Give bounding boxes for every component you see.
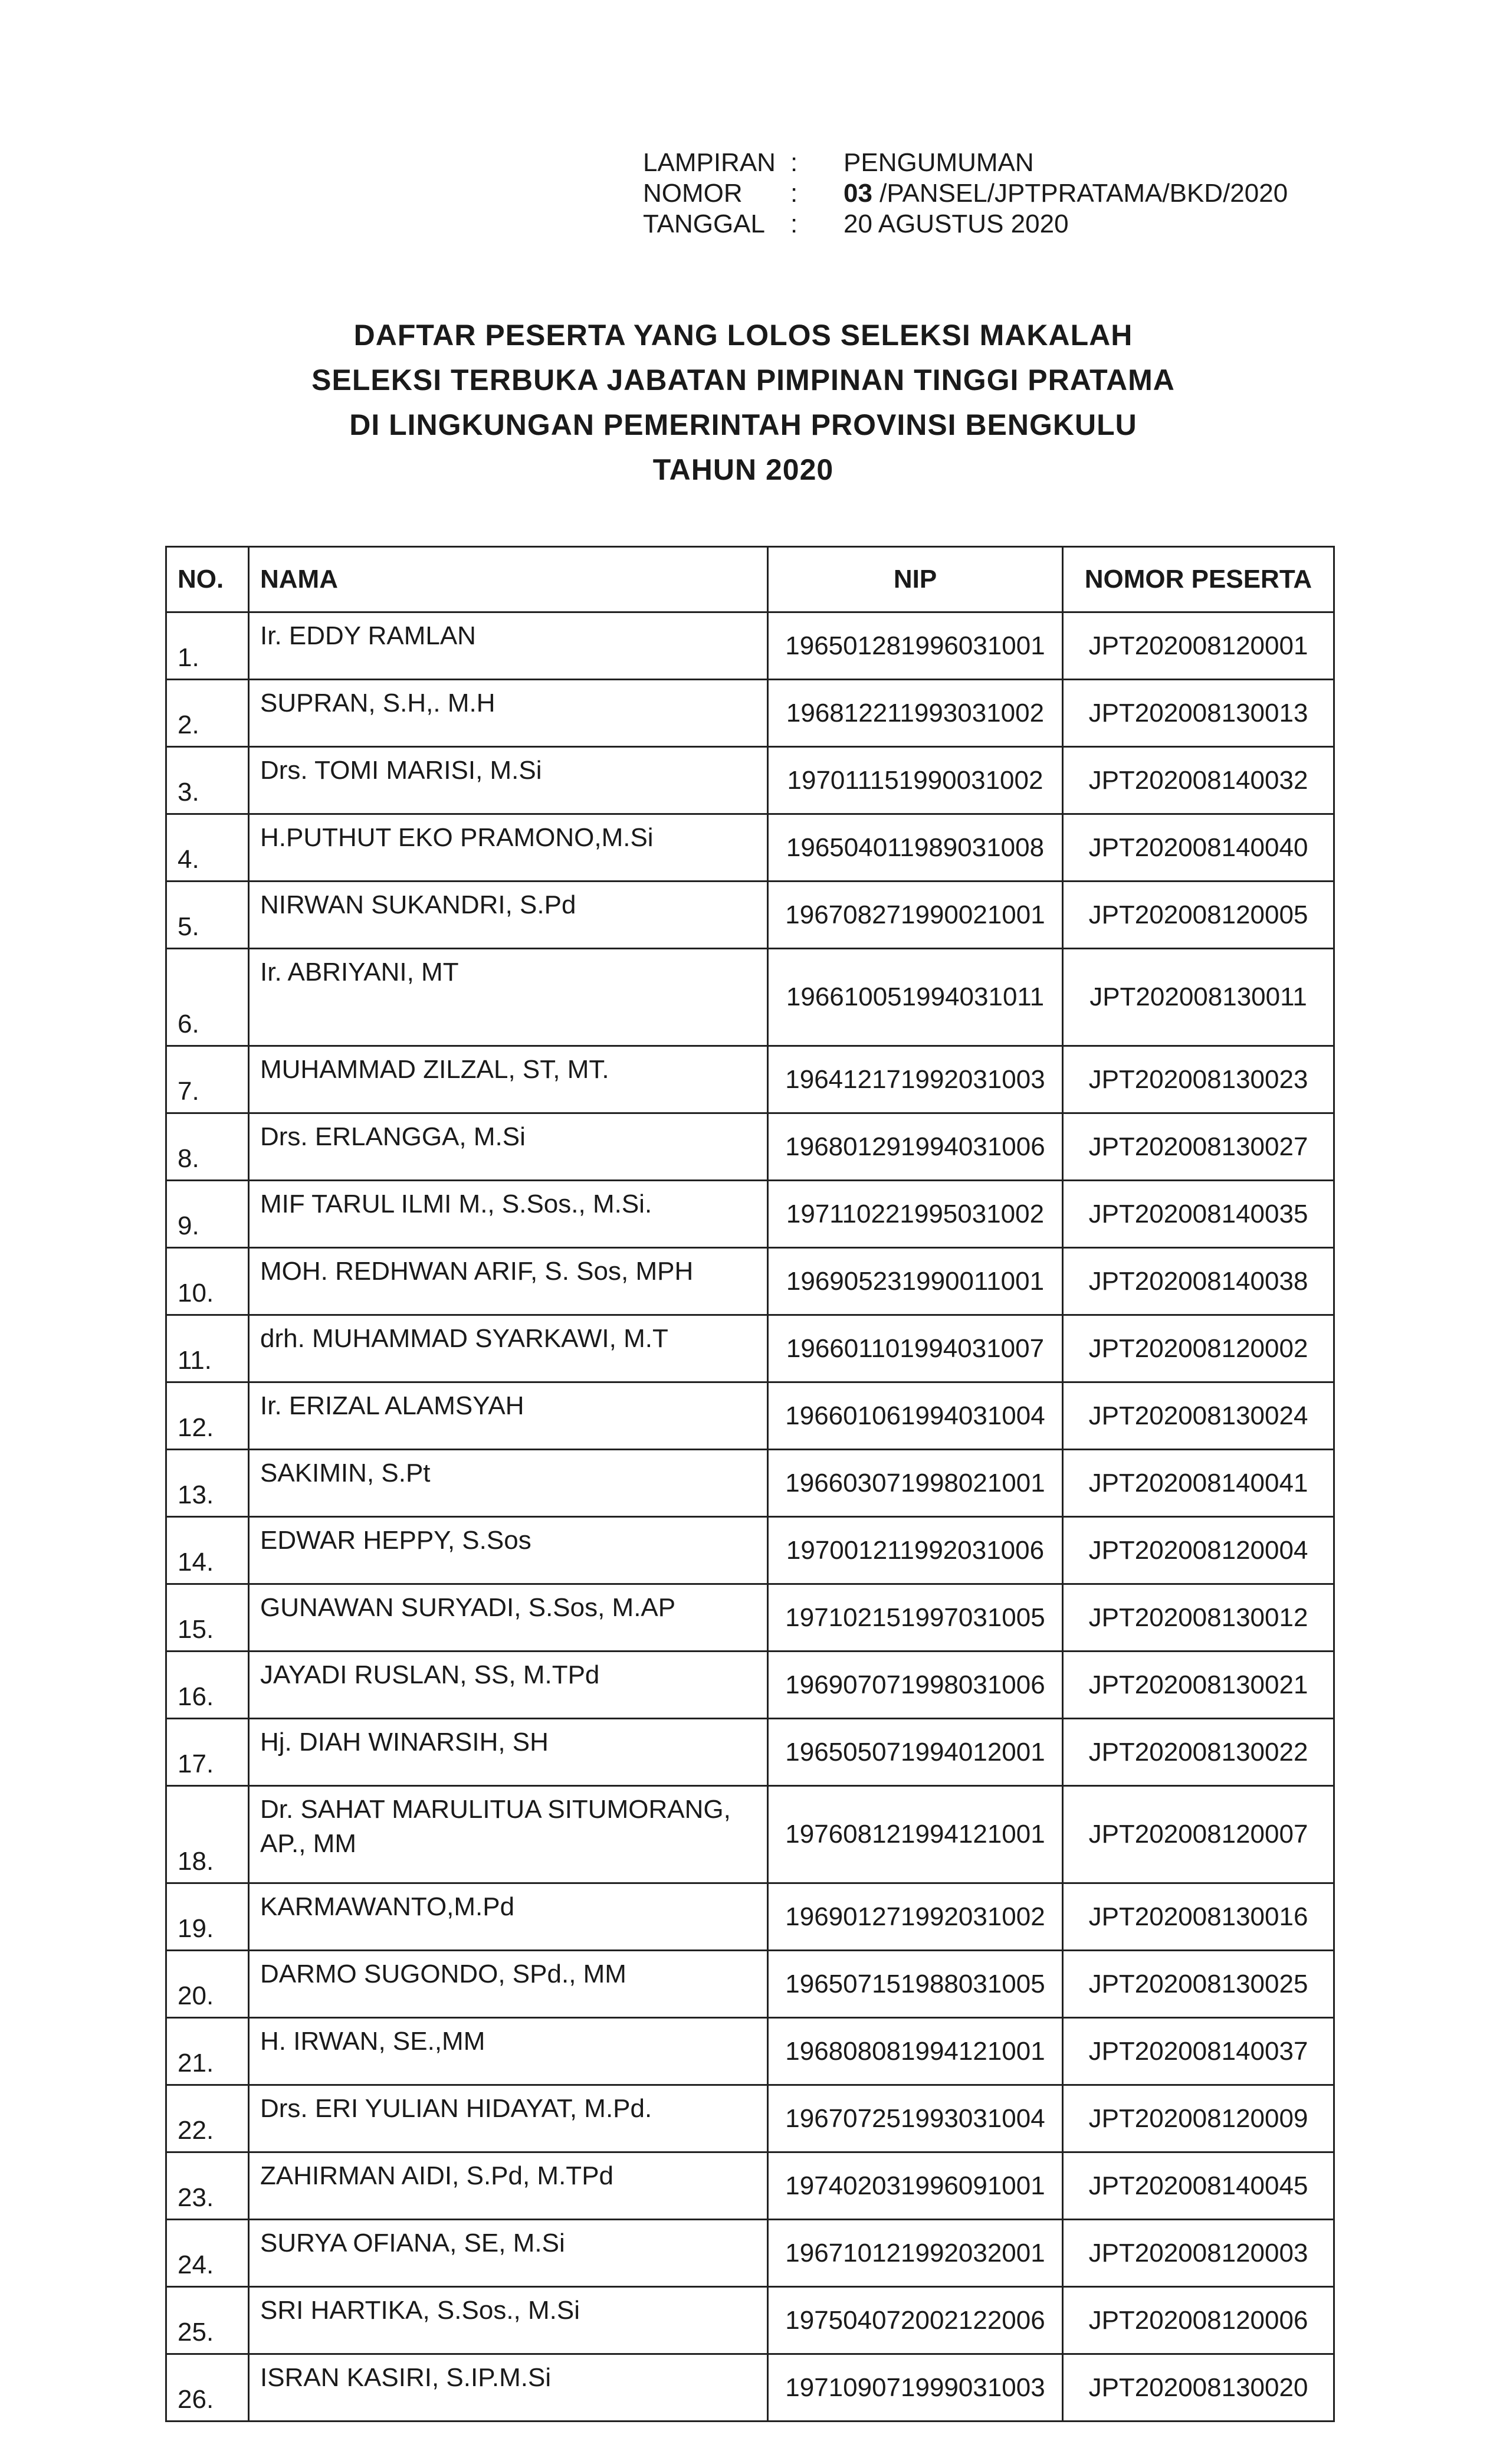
row-nama: SURYA OFIANA, SE, M.Si xyxy=(249,2220,768,2287)
table-row xyxy=(166,2152,1334,2220)
table-row xyxy=(166,2287,1334,2354)
participant-table xyxy=(165,546,1335,2422)
nomor-colon: : xyxy=(790,179,798,208)
tanggal-value: 20 AGUSTUS 2020 xyxy=(844,209,1069,238)
row-nomor-peserta: JPT202008140035 xyxy=(1063,1181,1334,1248)
row-nip: 197109071999031003 xyxy=(768,2354,1063,2422)
row-no: 20. xyxy=(166,1951,249,2018)
row-nama: MUHAMMAD ZILZAL, ST, MT. xyxy=(249,1046,768,1113)
row-nip: 197001211992031006 xyxy=(768,1517,1063,1584)
row-nomor-peserta: JPT202008120007 xyxy=(1063,1786,1334,1883)
row-nama: EDWAR HEPPY, S.Sos xyxy=(249,1517,768,1584)
table-row xyxy=(166,1113,1334,1181)
row-nama: GUNAWAN SURYADI, S.Sos, M.AP xyxy=(249,1584,768,1652)
row-nip: 197402031996091001 xyxy=(768,2152,1063,2220)
row-nomor-peserta: JPT202008140040 xyxy=(1063,814,1334,882)
row-nomor-peserta: JPT202008120004 xyxy=(1063,1517,1334,1584)
row-no: 14. xyxy=(166,1517,249,1584)
row-nama: Ir. ERIZAL ALAMSYAH xyxy=(249,1382,768,1450)
row-nip: 196603071998021001 xyxy=(768,1450,1063,1517)
table-row xyxy=(166,1181,1334,1248)
table-row xyxy=(166,1652,1334,1719)
title-line-1: DAFTAR PESERTA YANG LOLOS SELEKSI MAKALAH xyxy=(353,319,1133,352)
table-row xyxy=(166,612,1334,680)
header-nama: NAMA xyxy=(249,547,768,612)
row-nama: KARMAWANTO,M.Pd xyxy=(249,1883,768,1951)
row-nomor-peserta: JPT202008130013 xyxy=(1063,680,1334,747)
row-no: 24. xyxy=(166,2220,249,2287)
row-nip: 197608121994121001 xyxy=(768,1786,1063,1883)
nomor-value-code: /PANSEL/JPTPRATAMA/BKD/2020 xyxy=(872,179,1288,208)
row-nama: H.PUTHUT EKO PRAMONO,M.Si xyxy=(249,814,768,882)
row-no: 2. xyxy=(166,680,249,747)
table-row xyxy=(166,1883,1334,1951)
lampiran-row xyxy=(643,148,1288,178)
row-nip: 197102151997031005 xyxy=(768,1584,1063,1652)
row-nomor-peserta: JPT202008130027 xyxy=(1063,1113,1334,1181)
table-row xyxy=(166,1248,1334,1315)
row-nomor-peserta: JPT202008140032 xyxy=(1063,747,1334,814)
row-nomor-peserta: JPT202008130020 xyxy=(1063,2354,1334,2422)
row-nip: 196708271990021001 xyxy=(768,882,1063,949)
table-row xyxy=(166,2085,1334,2152)
row-no: 10. xyxy=(166,1248,249,1315)
row-nomor-peserta: JPT202008120009 xyxy=(1063,2085,1334,2152)
row-no: 6. xyxy=(166,949,249,1046)
row-nip: 196507151988031005 xyxy=(768,1951,1063,2018)
row-nomor-peserta: JPT202008130016 xyxy=(1063,1883,1334,1951)
row-nomor-peserta: JPT202008130025 xyxy=(1063,1951,1334,2018)
table-row xyxy=(166,1786,1334,1883)
nomor-value xyxy=(844,178,1288,209)
row-nip: 196707251993031004 xyxy=(768,2085,1063,2152)
row-nama: H. IRWAN, SE.,MM xyxy=(249,2018,768,2085)
row-nip: 196505071994012001 xyxy=(768,1719,1063,1786)
title-line-2: SELEKSI TERBUKA JABATAN PIMPINAN TINGGI PRATAMA xyxy=(311,363,1175,397)
table-row xyxy=(166,1450,1334,1517)
table-row xyxy=(166,2220,1334,2287)
row-no: 25. xyxy=(166,2287,249,2354)
row-nip: 196501281996031001 xyxy=(768,612,1063,680)
attachment-header xyxy=(643,148,1288,240)
row-no: 15. xyxy=(166,1584,249,1652)
table-row xyxy=(166,882,1334,949)
row-no: 23. xyxy=(166,2152,249,2220)
row-no: 21. xyxy=(166,2018,249,2085)
title-line-4: TAHUN 2020 xyxy=(652,453,834,486)
header-no: NO. xyxy=(166,547,249,612)
row-nama: drh. MUHAMMAD SYARKAWI, M.T xyxy=(249,1315,768,1382)
row-no: 12. xyxy=(166,1382,249,1450)
table-row xyxy=(166,2018,1334,2085)
row-nomor-peserta: JPT202008120002 xyxy=(1063,1315,1334,1382)
row-no: 17. xyxy=(166,1719,249,1786)
table-row xyxy=(166,814,1334,882)
row-nama: Drs. ERLANGGA, M.Si xyxy=(249,1113,768,1181)
table-row xyxy=(166,1315,1334,1382)
tanggal-colon: : xyxy=(790,209,798,238)
row-nomor-peserta: JPT202008130021 xyxy=(1063,1652,1334,1719)
row-nomor-peserta: JPT202008130012 xyxy=(1063,1584,1334,1652)
row-nip: 197011151990031002 xyxy=(768,747,1063,814)
row-nama: SAKIMIN, S.Pt xyxy=(249,1450,768,1517)
row-nama: JAYADI RUSLAN, SS, M.TPd xyxy=(249,1652,768,1719)
document-title xyxy=(177,313,1310,492)
row-nama: Drs. ERI YULIAN HIDAYAT, M.Pd. xyxy=(249,2085,768,2152)
tanggal-row xyxy=(643,209,1288,240)
row-no: 22. xyxy=(166,2085,249,2152)
header-nomor-peserta: NOMOR PESERTA xyxy=(1063,547,1334,612)
row-nip: 196812211993031002 xyxy=(768,680,1063,747)
row-nip: 196412171992031003 xyxy=(768,1046,1063,1113)
row-nama: Hj. DIAH WINARSIH, SH xyxy=(249,1719,768,1786)
row-nomor-peserta: JPT202008120003 xyxy=(1063,2220,1334,2287)
row-nama: ZAHIRMAN AIDI, S.Pd, M.TPd xyxy=(249,2152,768,2220)
row-nama: SRI HARTIKA, S.Sos., M.Si xyxy=(249,2287,768,2354)
row-nomor-peserta: JPT202008140038 xyxy=(1063,1248,1334,1315)
row-nip: 196801291994031006 xyxy=(768,1113,1063,1181)
row-no: 8. xyxy=(166,1113,249,1181)
row-nomor-peserta: JPT202008140045 xyxy=(1063,2152,1334,2220)
lampiran-value: PENGUMUMAN xyxy=(844,148,1034,177)
table-row xyxy=(166,680,1334,747)
table-body xyxy=(166,612,1334,2422)
header-nip: NIP xyxy=(768,547,1063,612)
row-nomor-peserta: JPT202008120005 xyxy=(1063,882,1334,949)
table-row xyxy=(166,949,1334,1046)
table-row xyxy=(166,1382,1334,1450)
row-nip: 196601061994031004 xyxy=(768,1382,1063,1450)
row-nip: 196710121992032001 xyxy=(768,2220,1063,2287)
row-nama: SUPRAN, S.H,. M.H xyxy=(249,680,768,747)
table-row xyxy=(166,1584,1334,1652)
row-nip: 196601101994031007 xyxy=(768,1315,1063,1382)
row-no: 11. xyxy=(166,1315,249,1382)
row-nomor-peserta: JPT202008140037 xyxy=(1063,2018,1334,2085)
row-no: 18. xyxy=(166,1786,249,1883)
table-row xyxy=(166,1719,1334,1786)
row-no: 4. xyxy=(166,814,249,882)
tanggal-label: TANGGAL xyxy=(643,209,766,238)
row-nomor-peserta: JPT202008120006 xyxy=(1063,2287,1334,2354)
nomor-value-number: 03 xyxy=(844,179,872,208)
row-nip: 197504072002122006 xyxy=(768,2287,1063,2354)
table-row xyxy=(166,1046,1334,1113)
row-nama: Ir. EDDY RAMLAN xyxy=(249,612,768,680)
row-nama: DARMO SUGONDO, SPd., MM xyxy=(249,1951,768,2018)
row-no: 5. xyxy=(166,882,249,949)
row-nama: Dr. SAHAT MARULITUA SITUMORANG, AP., MM xyxy=(249,1786,768,1883)
participant-table-wrapper xyxy=(165,546,1333,2422)
row-nip: 196907071998031006 xyxy=(768,1652,1063,1719)
row-no: 16. xyxy=(166,1652,249,1719)
row-nama: NIRWAN SUKANDRI, S.Pd xyxy=(249,882,768,949)
table-row xyxy=(166,1951,1334,2018)
row-nama: Ir. ABRIYANI, MT xyxy=(249,949,768,1046)
row-no: 19. xyxy=(166,1883,249,1951)
lampiran-colon: : xyxy=(790,148,798,177)
row-no: 9. xyxy=(166,1181,249,1248)
lampiran-label: LAMPIRAN xyxy=(643,148,776,177)
table-row xyxy=(166,1517,1334,1584)
row-no: 1. xyxy=(166,612,249,680)
nomor-label: NOMOR xyxy=(643,179,743,208)
row-nomor-peserta: JPT202008130022 xyxy=(1063,1719,1334,1786)
nomor-row xyxy=(643,178,1288,209)
row-nip: 196905231990011001 xyxy=(768,1248,1063,1315)
row-no: 7. xyxy=(166,1046,249,1113)
row-nip: 196610051994031011 xyxy=(768,949,1063,1046)
row-nomor-peserta: JPT202008120001 xyxy=(1063,612,1334,680)
row-nama: Drs. TOMI MARISI, M.Si xyxy=(249,747,768,814)
title-line-3: DI LINGKUNGAN PEMERINTAH PROVINSI BENGKULU xyxy=(349,408,1137,441)
table-row xyxy=(166,747,1334,814)
row-no: 3. xyxy=(166,747,249,814)
row-nip: 196901271992031002 xyxy=(768,1883,1063,1951)
row-nomor-peserta: JPT202008130023 xyxy=(1063,1046,1334,1113)
row-nip: 196808081994121001 xyxy=(768,2018,1063,2085)
row-nomor-peserta: JPT202008140041 xyxy=(1063,1450,1334,1517)
table-header-row xyxy=(166,547,1334,612)
row-nip: 197110221995031002 xyxy=(768,1181,1063,1248)
row-nomor-peserta: JPT202008130011 xyxy=(1063,949,1334,1046)
row-no: 26. xyxy=(166,2354,249,2422)
row-nomor-peserta: JPT202008130024 xyxy=(1063,1382,1334,1450)
table-row xyxy=(166,2354,1334,2422)
row-no: 13. xyxy=(166,1450,249,1517)
row-nip: 196504011989031008 xyxy=(768,814,1063,882)
row-nama: MOH. REDHWAN ARIF, S. Sos, MPH xyxy=(249,1248,768,1315)
row-nama: ISRAN KASIRI, S.IP.M.Si xyxy=(249,2354,768,2422)
row-nama: MIF TARUL ILMI M., S.Sos., M.Si. xyxy=(249,1181,768,1248)
